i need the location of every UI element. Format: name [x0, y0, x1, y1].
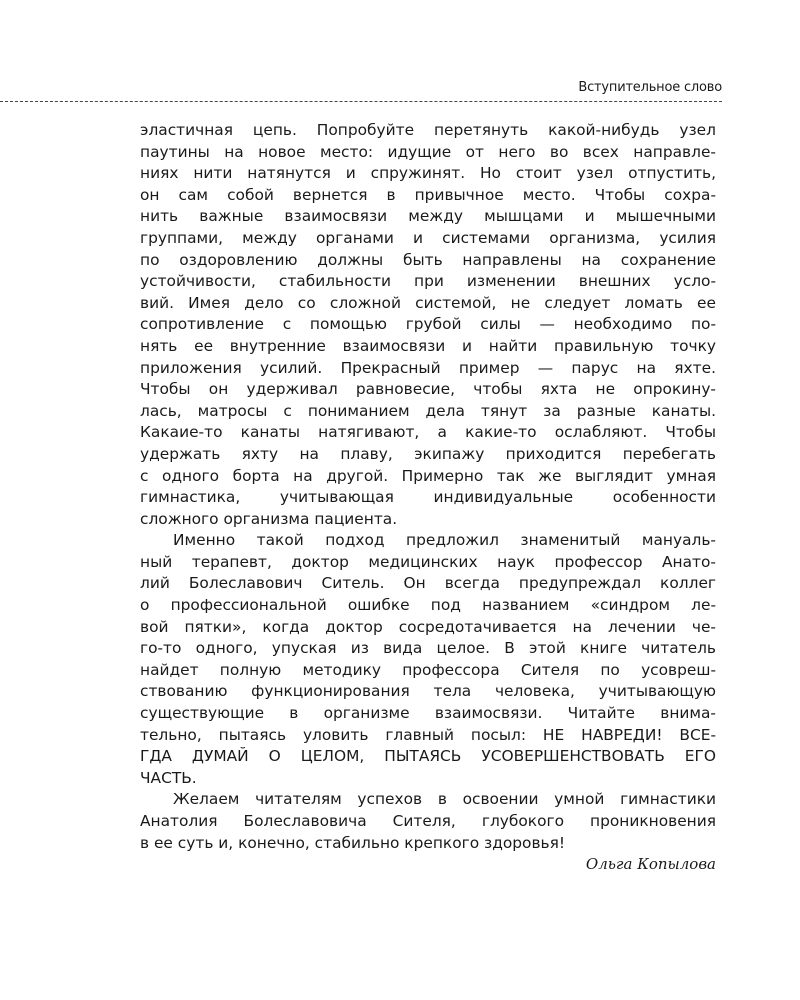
text-line: ГДА ДУМАЙ О ЦЕЛОМ, ПЫТАЯСЬ УСОВЕРШЕНСТВОВАТЬ ЕГО	[140, 747, 716, 766]
body-text	[140, 120, 716, 876]
text-line: ниях нити натянутся и спружинят. Но стоит узел отпустить,	[140, 164, 716, 183]
text-line: группами, между органами и системами организма, усилия	[140, 228, 716, 247]
text-line: вой пятки», когда доктор сосредотачивается на лечении че-	[140, 617, 716, 636]
text-line: по оздоровлению должны быть направлены на сохранение	[140, 250, 716, 269]
text-line: Анатолия Болеславовича Сителя, глубокого проникновения	[140, 812, 716, 830]
running-head: Вступительное слово	[578, 80, 722, 95]
signature: Ольга Копылова	[585, 855, 716, 874]
text-line: приложения усилий. Прекрасный пример — парус на яхте.	[140, 358, 716, 377]
text-line: удержать яхту на плаву, экипажу приходится перебегать	[140, 444, 716, 463]
text-line: лась, матросы с пониманием дела тянут за разные канаты.	[140, 401, 716, 420]
text-line: с одного борта на другой. Примерно так же выглядит умная	[140, 466, 716, 485]
text-line: он сам собой вернется в привычное место. Чтобы сохра-	[140, 185, 716, 204]
paragraph	[140, 789, 716, 854]
text-line: устойчивости, стабильности при изменении внешних усло-	[140, 272, 716, 291]
text-line: нить важные взаимосвязи между мышцами и мышечными	[140, 207, 716, 226]
text-line: Какаие-то канаты натягивают, а какие-то ослабляют. Чтобы	[140, 423, 716, 442]
text-line: паутины на новое место: идущие от него во всех направле-	[140, 142, 716, 161]
paragraph	[140, 120, 716, 530]
text-line: ный терапевт, доктор медицинских наук профессор Анато-	[140, 552, 716, 571]
text-line: в ее суть и, конечно, стабильно крепкого здоровья!	[140, 833, 566, 852]
text-line: сопротивление с помощью грубой силы — необходимо по-	[140, 315, 716, 334]
text-line: найдет полную методику профессора Сителя по усовреш-	[140, 660, 716, 679]
text-line: ЧАСТЬ.	[140, 768, 197, 787]
text-line: ствованию функционирования тела человека, учитывающую	[140, 682, 716, 701]
text-line: о профессиональной ошибке под названием «синдром ле-	[140, 596, 716, 615]
text-line: Чтобы он удерживал равновесие, чтобы яхта не опрокину-	[140, 380, 716, 399]
text-line: существующие в организме взаимосвязи. Читайте внима-	[140, 704, 716, 723]
text-line: Желаем читателям успехов в освоении умной гимнастики	[173, 790, 716, 809]
text-line: сложного организма пациента.	[140, 509, 398, 528]
header-rule	[0, 101, 722, 102]
text-line: лий Болеславович Ситель. Он всегда предупреждал коллег	[140, 574, 716, 593]
text-line: го-то одного, упуская из вида целое. В этой книге читатель	[140, 639, 716, 658]
text-line: нять ее внутренние взаимосвязи и найти правильную точку	[140, 336, 716, 355]
text-line: эластичная цепь. Попробуйте перетянуть какой-нибудь узел	[140, 121, 716, 139]
text-line: тельно, пытаясь уловить главный посыл: НЕ НАВРЕДИ! ВСЕ-	[140, 725, 716, 744]
text-line: гимнастика, учитывающая индивидуальные особенности	[140, 488, 716, 507]
text-line: вий. Имея дело со сложной системой, не следует ломать ее	[140, 293, 716, 312]
paragraph	[140, 530, 716, 789]
text-line: Именно такой подход предложил знаменитый мануаль-	[173, 531, 716, 550]
